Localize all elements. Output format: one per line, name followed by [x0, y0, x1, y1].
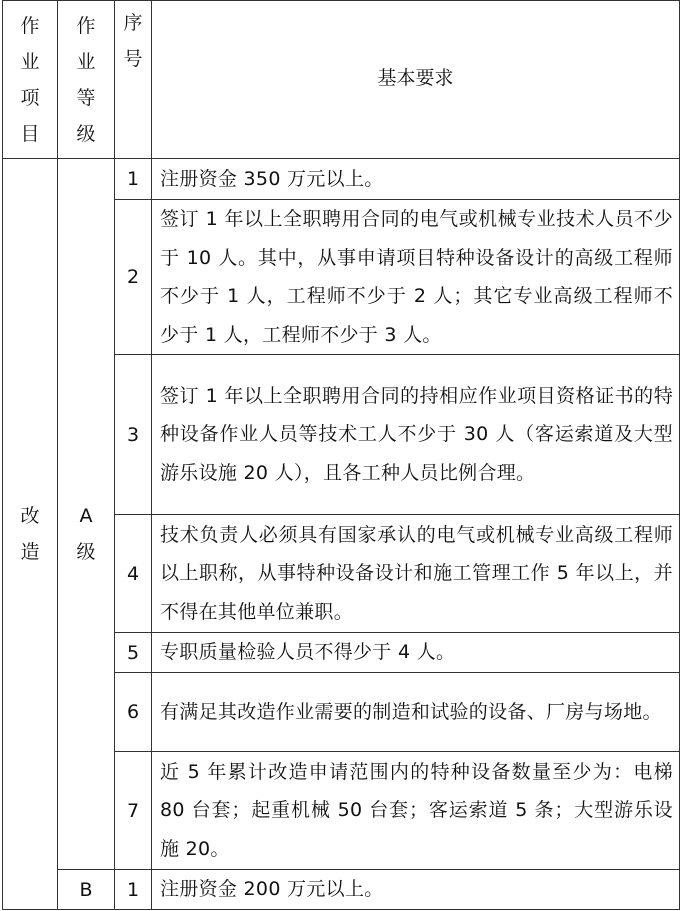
requirement-text: 有满足其改造作业需要的制造和试验的设备、厂房与场地。 — [152, 673, 680, 752]
row-number: 5 — [115, 633, 152, 673]
header-basic-requirements: 基本要求 — [152, 1, 680, 159]
row-number: 4 — [115, 515, 152, 633]
requirement-text: 签订 1 年以上全职聘用合同的电气或机械专业技术人员不少于 10 人。其中，从事申请项目特种设备设计的高级工程师不少于 1 人，工程师不少于 2 人；其它专业高级工程师不少于 1 人，工程师不少于 3 人。 — [152, 200, 680, 355]
table-row — [3, 870, 680, 910]
grade-b-cell: B — [58, 870, 115, 910]
requirement-text: 注册资金 200 万元以上。 — [152, 870, 680, 910]
requirement-text: 近 5 年累计改造申请范围内的特种设备数量至少为：电梯 80 台套；起重机械 50 台套；客运索道 5 条；大型游乐设施 20。 — [152, 752, 680, 870]
requirement-text: 签订 1 年以上全职聘用合同的持相应作业项目资格证书的特种设备作业人员等技术工人不少于 30 人（客运索道及大型游乐设施 20 人），且各工种人员比例合理。 — [152, 355, 680, 515]
row-number: 1 — [115, 870, 152, 910]
table-row — [3, 159, 680, 200]
header-work-grade: 作 业 等 级 — [58, 1, 115, 159]
row-number: 7 — [115, 752, 152, 870]
row-number: 6 — [115, 673, 152, 752]
header-row — [3, 1, 680, 159]
row-number: 3 — [115, 355, 152, 515]
grade-a-cell: A 级 — [58, 159, 115, 870]
category-cell: 改 造 — [3, 159, 58, 910]
requirements-table — [2, 0, 680, 910]
row-number: 2 — [115, 200, 152, 355]
row-number: 1 — [115, 159, 152, 200]
requirement-text: 注册资金 350 万元以上。 — [152, 159, 680, 200]
header-work-item: 作 业 项 目 — [3, 1, 58, 159]
requirement-text: 专职质量检验人员不得少于 4 人。 — [152, 633, 680, 673]
header-serial-no: 序 号 — [115, 1, 152, 159]
requirement-text: 技术负责人必须具有国家承认的电气或机械专业高级工程师以上职称，从事特种设备设计和施工管理工作 5 年以上，并不得在其他单位兼职。 — [152, 515, 680, 633]
